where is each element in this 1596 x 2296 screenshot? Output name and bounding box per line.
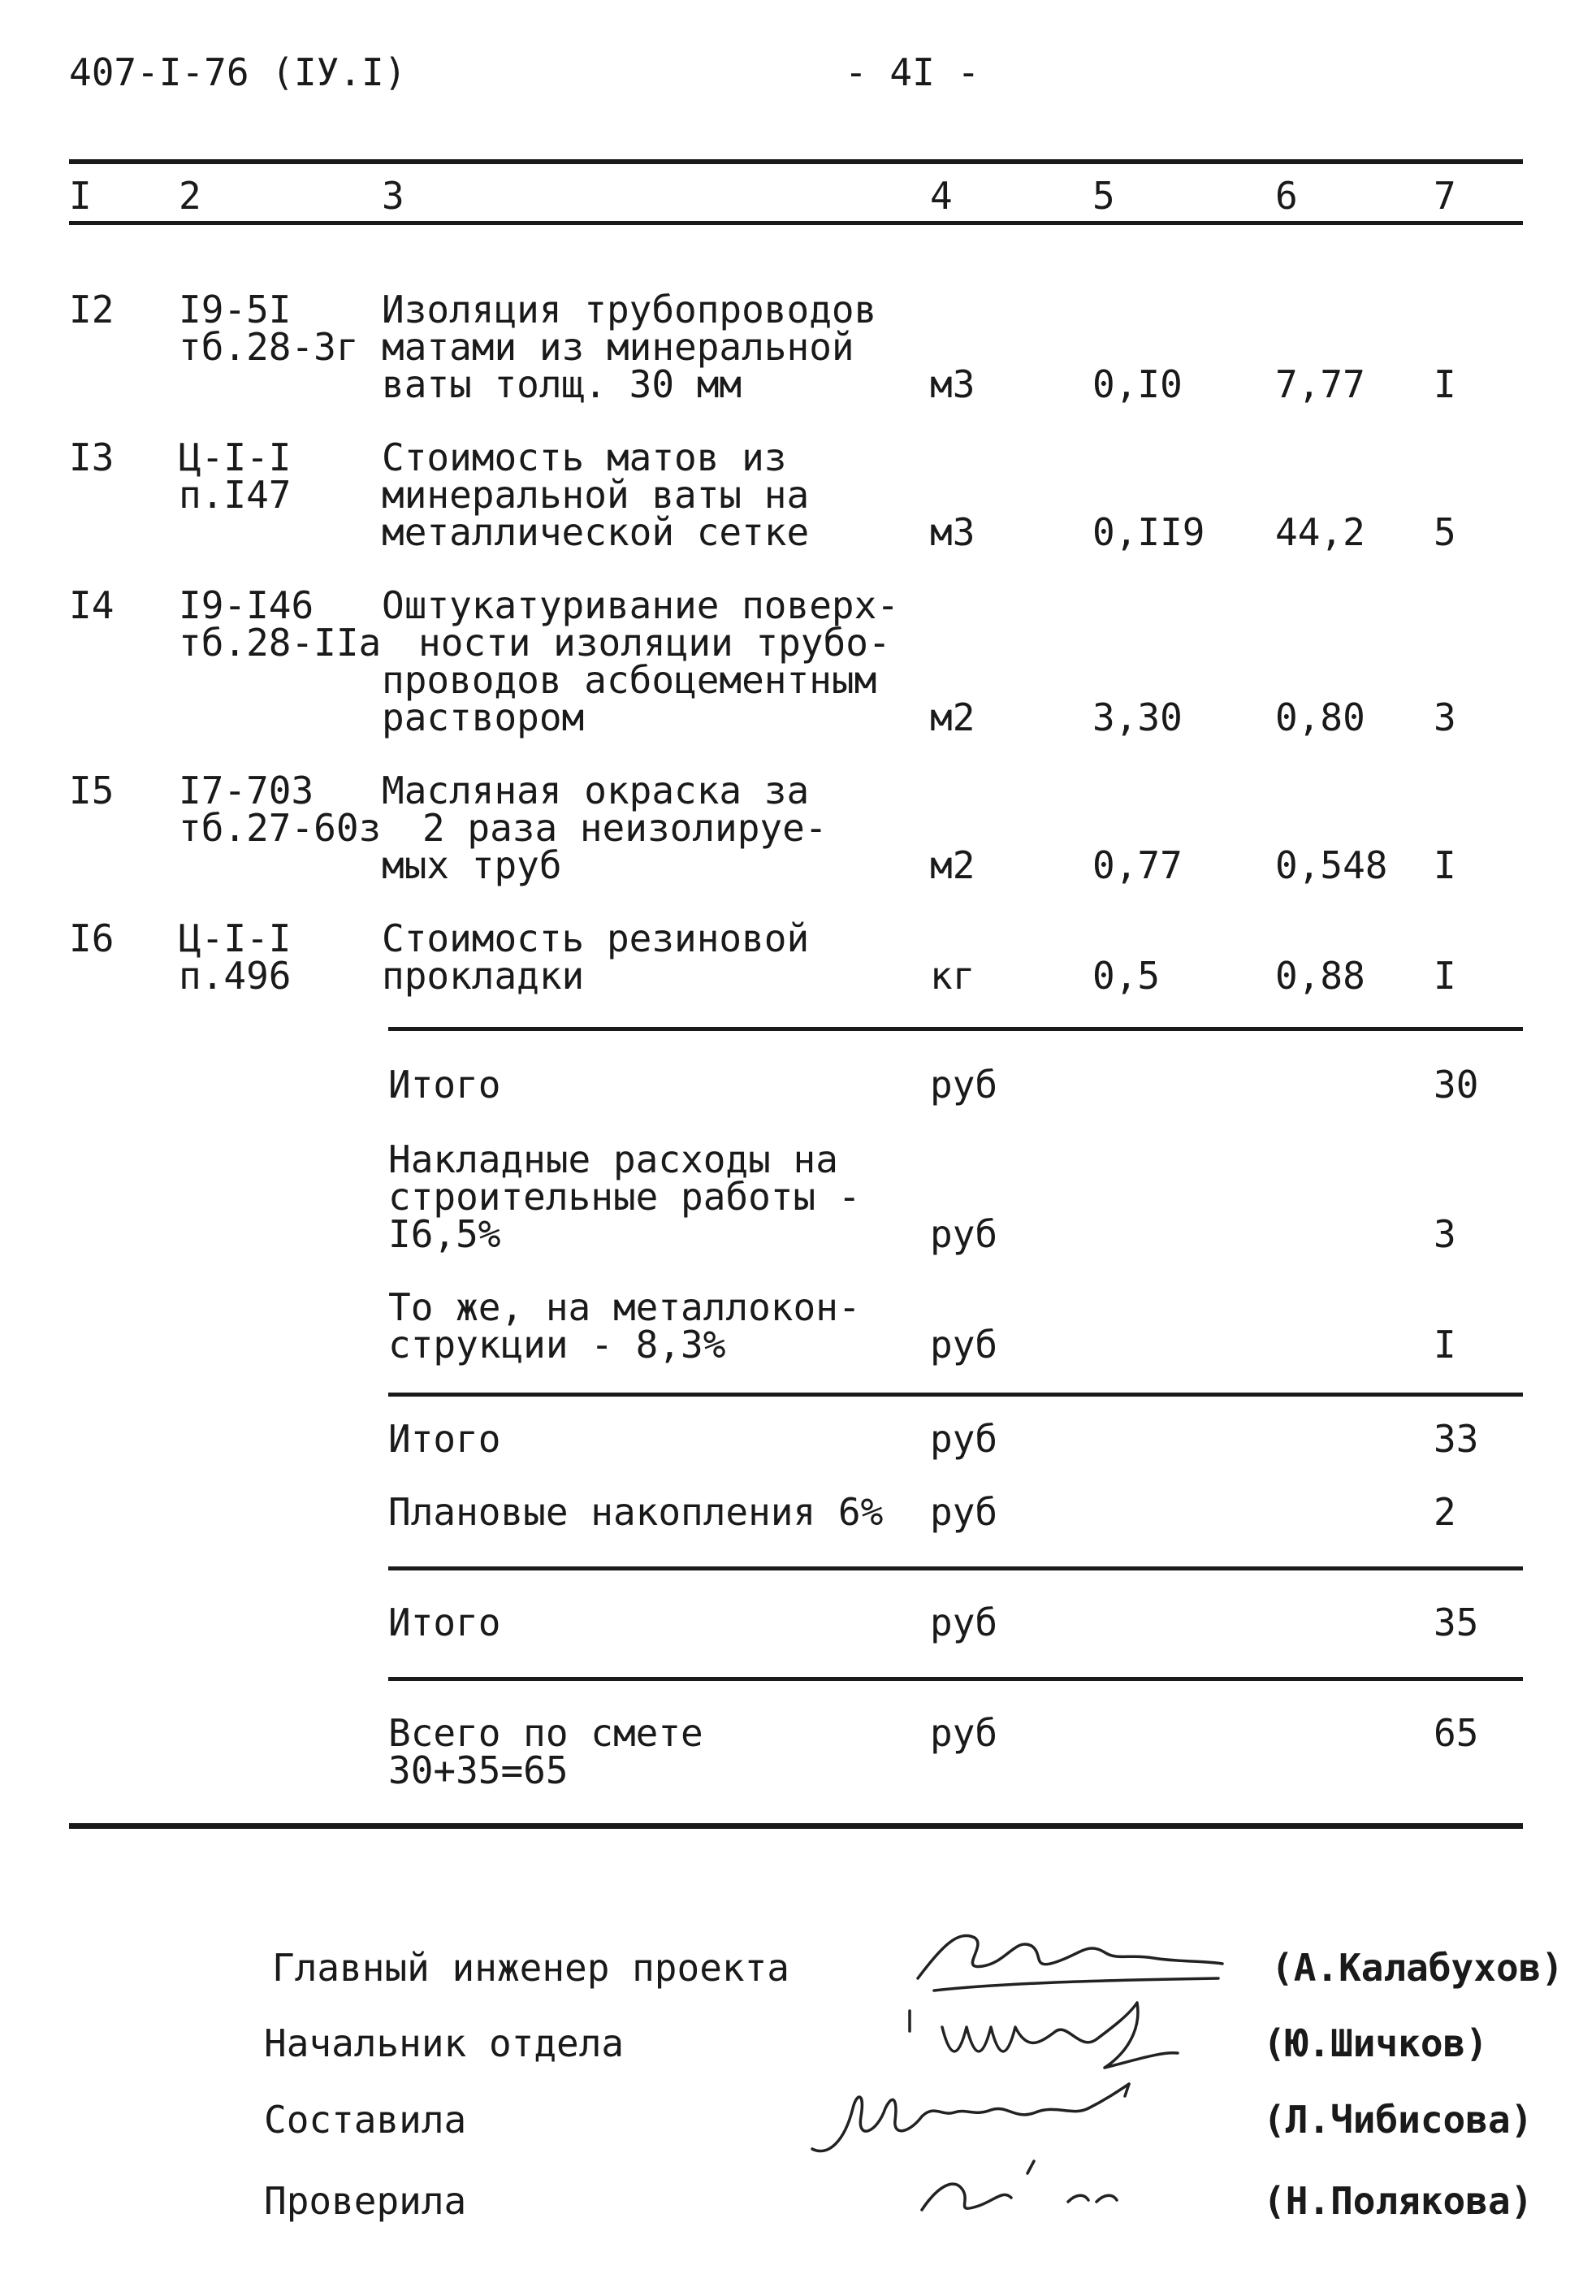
summary-amount: 3 <box>1434 1212 1456 1256</box>
row-reference: тб.28-IIа <box>179 621 382 665</box>
row-reference: Ц-I-I <box>179 435 292 479</box>
summary-label: Накладные расходы на <box>388 1137 838 1181</box>
top-rule <box>69 159 1523 164</box>
column-header-6: 6 <box>1275 174 1298 218</box>
row-unit: м3 <box>930 362 975 406</box>
row-reference: Ц-I-I <box>179 916 292 960</box>
row-price: 0,88 <box>1275 954 1365 998</box>
row-unit: м2 <box>930 695 975 739</box>
row-number: I3 <box>69 435 115 479</box>
column-header-2: 2 <box>179 174 201 218</box>
row-description: матами из минеральной <box>382 325 854 369</box>
row-reference: I9-5I <box>179 288 292 331</box>
summary-label: Плановые накопления 6% <box>388 1490 884 1534</box>
row-reference: тб.27-60з <box>179 806 382 850</box>
summary-label: I6,5% <box>388 1212 501 1256</box>
row-number: I6 <box>69 916 115 960</box>
row-price: 44,2 <box>1275 510 1365 554</box>
row-reference: п.496 <box>179 954 292 998</box>
row-description: проводов асбоцементным <box>382 658 877 702</box>
divider <box>388 1677 1523 1681</box>
summary-label: Всего по смете <box>388 1711 703 1755</box>
row-quantity: 0,I0 <box>1092 362 1183 406</box>
row-reference: тб.28-3г <box>179 325 359 369</box>
row-description: ваты толщ. 30 мм <box>382 362 742 406</box>
row-cost: I <box>1434 362 1456 406</box>
column-header-rule <box>69 221 1523 225</box>
row-cost: I <box>1434 954 1456 998</box>
handwritten-signature <box>910 1921 1235 2003</box>
summary-unit: руб <box>930 1323 998 1367</box>
handwritten-signature <box>914 2153 1157 2226</box>
signature-name: (Ю.Шичков) <box>1263 2021 1488 2065</box>
row-cost: 5 <box>1434 510 1456 554</box>
row-description: мых труб <box>382 843 562 887</box>
row-unit: м2 <box>930 843 975 887</box>
table-bottom-rule <box>69 1823 1523 1829</box>
divider <box>388 1566 1523 1570</box>
row-price: 0,548 <box>1275 843 1388 887</box>
summary-label: струкции - 8,3% <box>388 1323 726 1367</box>
column-header-4: 4 <box>930 174 953 218</box>
summary-label: То же, на металлокон- <box>388 1285 861 1329</box>
row-description: Масляная окраска за <box>382 769 810 812</box>
column-header-5: 5 <box>1092 174 1115 218</box>
summary-amount: 65 <box>1434 1711 1479 1755</box>
row-description: прокладки <box>382 954 585 998</box>
signature-name: (Н.Полякова) <box>1263 2179 1533 2223</box>
signature-name: (Л.Чибисова) <box>1263 2098 1533 2142</box>
divider <box>388 1027 1523 1031</box>
row-quantity: 0,5 <box>1092 954 1161 998</box>
summary-label: строительные работы - <box>388 1175 861 1219</box>
row-description: раствором <box>382 695 585 739</box>
summary-unit: руб <box>930 1490 998 1534</box>
row-quantity: 0,77 <box>1092 843 1183 887</box>
summary-amount: 2 <box>1434 1490 1456 1534</box>
signature-role: Составила <box>264 2098 467 2142</box>
signature-role: Главный инженер проекта <box>272 1946 789 1990</box>
row-number: I2 <box>69 288 115 331</box>
row-price: 7,77 <box>1275 362 1365 406</box>
row-number: I4 <box>69 583 115 627</box>
row-description: металлической сетке <box>382 510 810 554</box>
signature-role: Начальник отдела <box>264 2021 625 2065</box>
row-description: ности изоляции трубо- <box>418 621 891 665</box>
summary-label: 30+35=65 <box>388 1748 569 1792</box>
row-price: 0,80 <box>1275 695 1365 739</box>
summary-unit: руб <box>930 1417 998 1461</box>
row-description: 2 раза неизолируе- <box>422 806 828 850</box>
row-unit: м3 <box>930 510 975 554</box>
row-description: Стоимость матов из <box>382 435 787 479</box>
summary-unit: руб <box>930 1601 998 1644</box>
summary-unit: руб <box>930 1063 998 1107</box>
summary-amount: 30 <box>1434 1063 1479 1107</box>
page-number: - 4I - <box>845 50 980 94</box>
row-quantity: 0,II9 <box>1092 510 1205 554</box>
row-reference: I9-I46 <box>179 583 314 627</box>
row-description: Изоляция трубопроводов <box>382 288 877 331</box>
row-unit: кг <box>930 954 975 998</box>
signature-role: Проверила <box>264 2179 467 2223</box>
signature-name: (А.Калабухов) <box>1271 1946 1564 1990</box>
document-code: 407-I-76 (IУ.I) <box>69 50 407 94</box>
summary-amount: 33 <box>1434 1417 1479 1461</box>
summary-label: Итого <box>388 1063 501 1107</box>
row-reference: I7-703 <box>179 769 314 812</box>
column-header-7: 7 <box>1434 174 1456 218</box>
column-header-1: I <box>69 174 92 218</box>
summary-amount: I <box>1434 1323 1456 1367</box>
column-header-3: 3 <box>382 174 404 218</box>
summary-unit: руб <box>930 1212 998 1256</box>
row-cost: 3 <box>1434 695 1456 739</box>
summary-unit: руб <box>930 1711 998 1755</box>
row-description: Стоимость резиновой <box>382 916 810 960</box>
summary-amount: 35 <box>1434 1601 1479 1644</box>
row-cost: I <box>1434 843 1456 887</box>
row-description: Оштукатуривание поверх- <box>382 583 899 627</box>
summary-label: Итого <box>388 1601 501 1644</box>
divider <box>388 1393 1523 1397</box>
summary-label: Итого <box>388 1417 501 1461</box>
row-number: I5 <box>69 769 115 812</box>
row-description: минеральной ваты на <box>382 473 810 517</box>
row-reference: п.I47 <box>179 473 292 517</box>
row-quantity: 3,30 <box>1092 695 1183 739</box>
